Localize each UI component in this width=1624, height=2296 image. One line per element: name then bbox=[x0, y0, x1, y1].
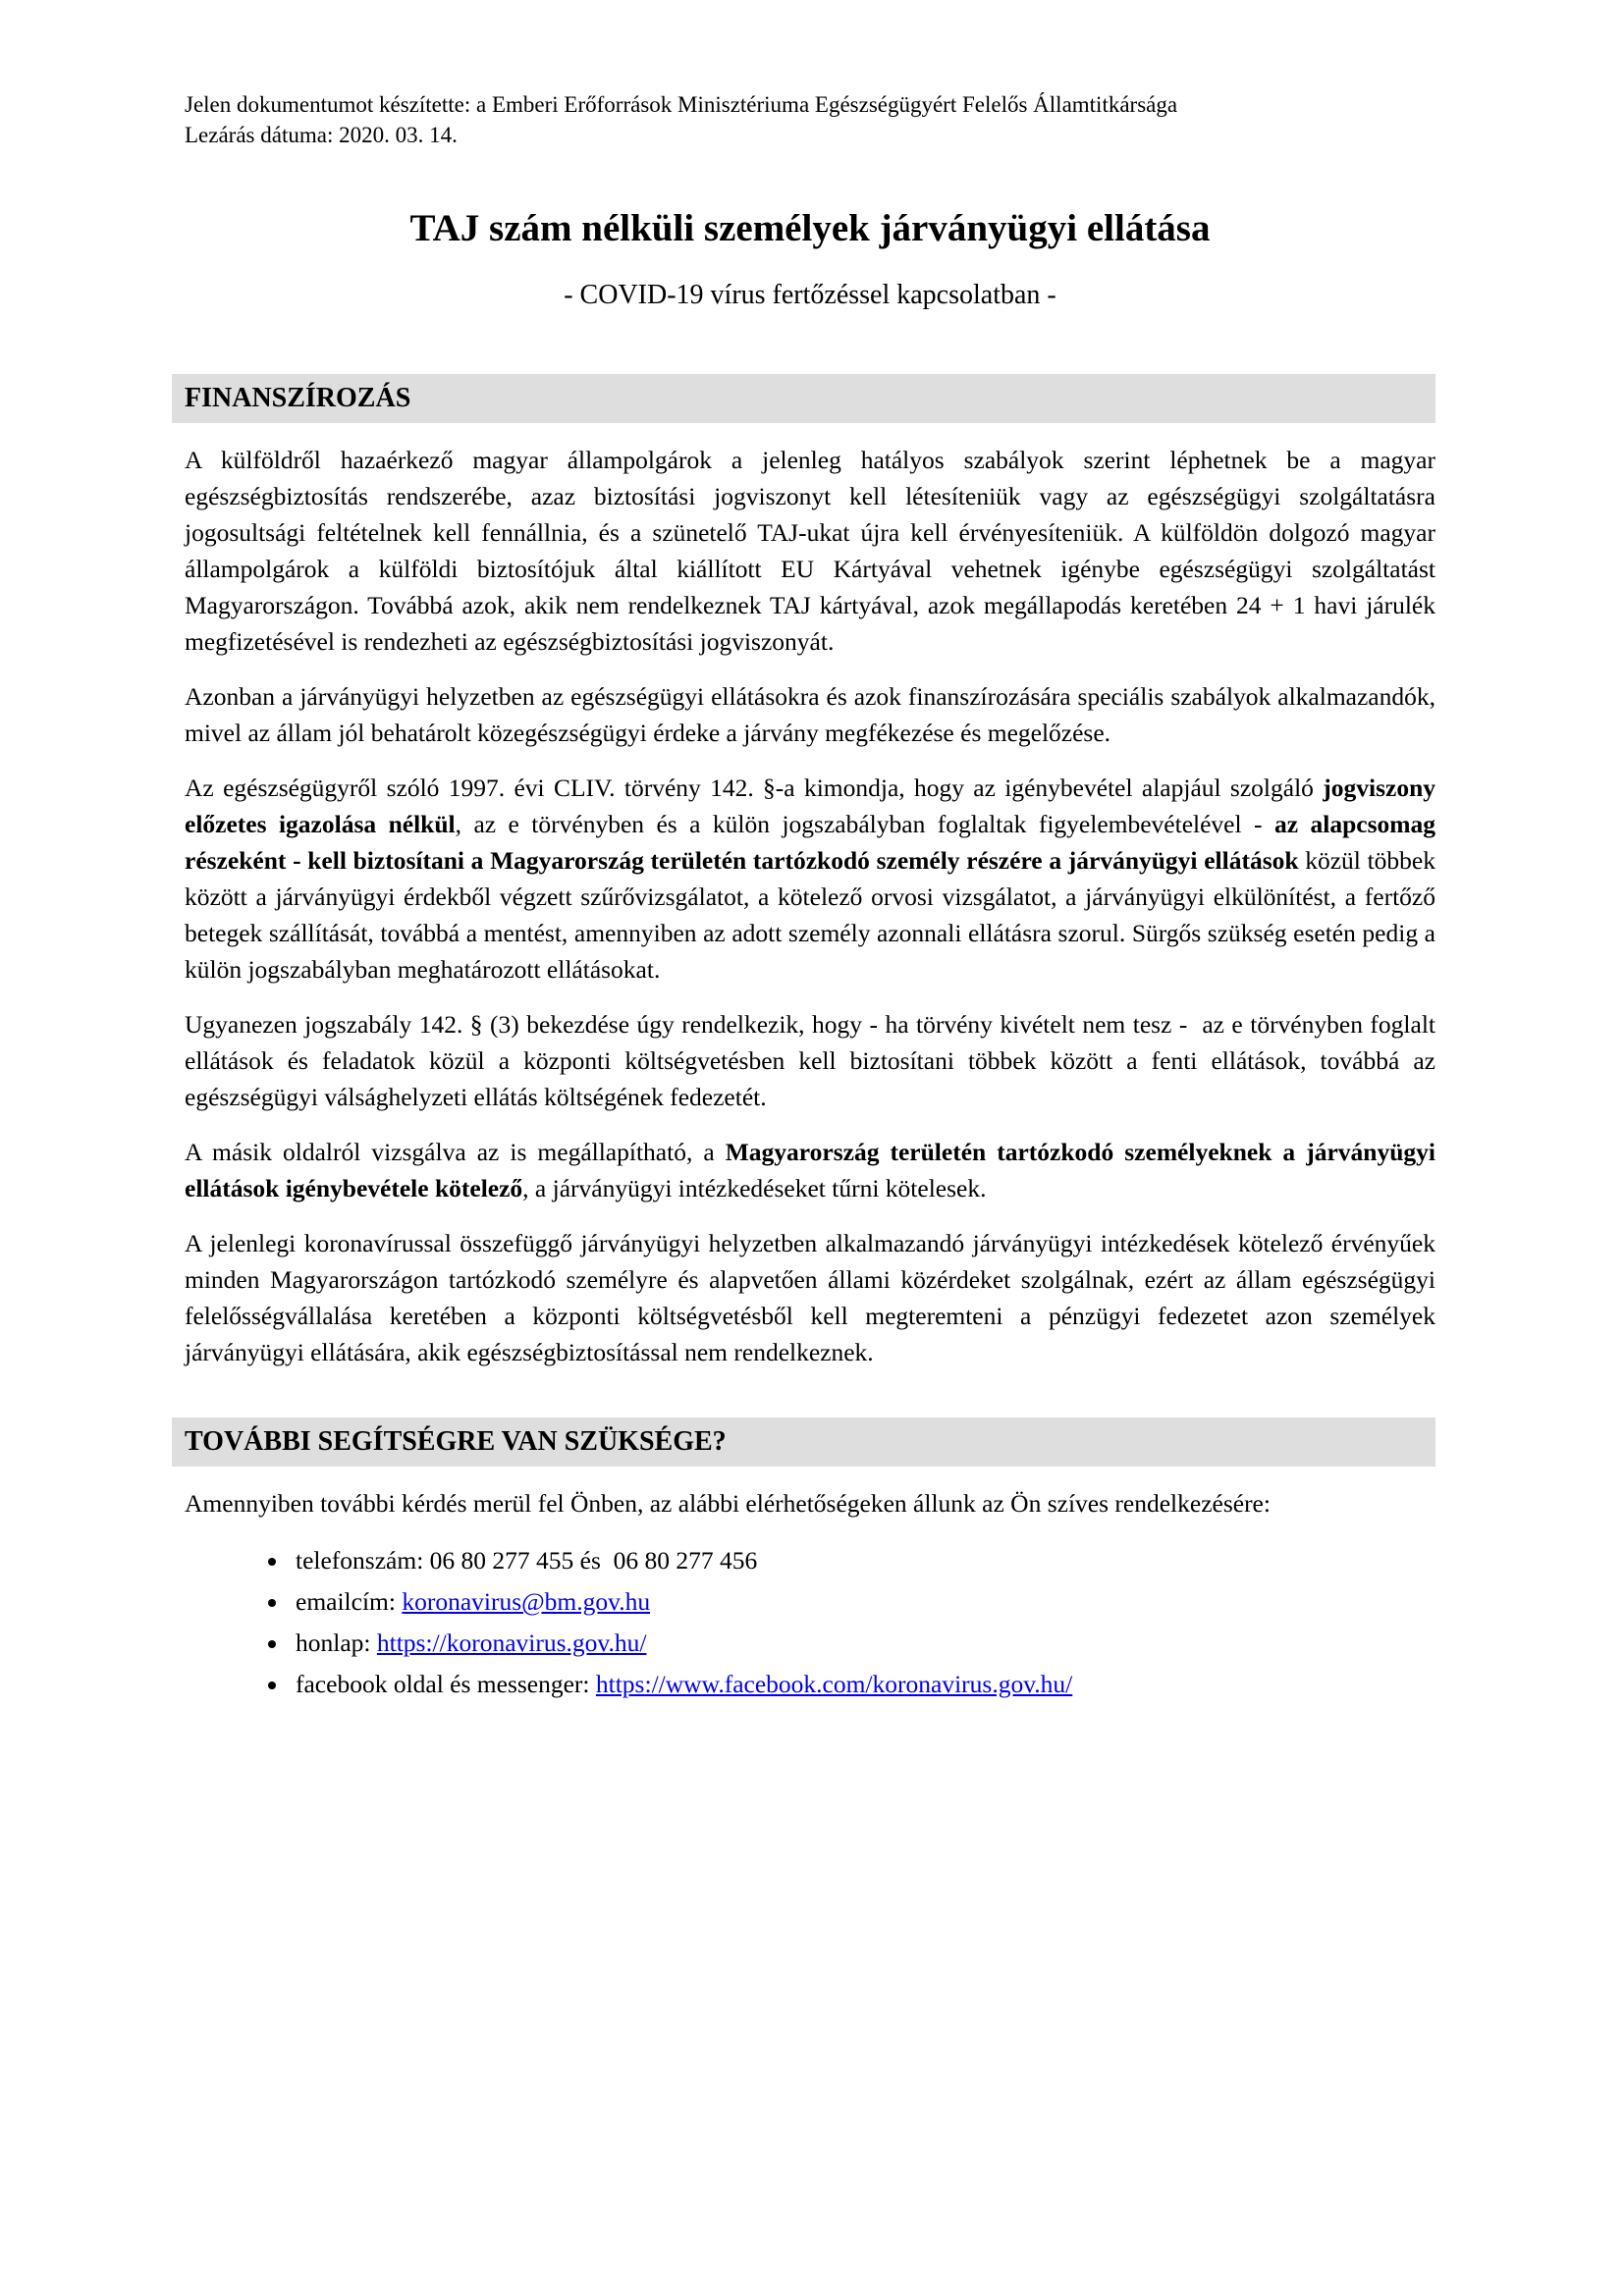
text-run: Ugyanezen jogszabály 142. § (3) bekezdése úgy rendelkezik, hogy - ha törvény kivételt nem tesz - az e törvényben foglalt ellátások és feladatok közül a központi költségvetésben kell biztosítani többek között a fenti ellátások, továbbá az egészségügyi válsághelyzeti ellátás költségének fedezetét. bbox=[185, 1010, 1435, 1111]
text-run: Azonban a járványügyi helyzetben az egészségügyi ellátásokra és azok finanszírozására speciális szabályok alkalmazandók, mivel az állam jól behatárolt közegészségügyi érdeke a járvány megfékezése és megelőzése. bbox=[185, 682, 1435, 747]
page-title: TAJ szám nélküli személyek járványügyi ellátása bbox=[409, 207, 1211, 249]
text-run: A másik oldalról vizsgálva az is megállapítható, a bbox=[185, 1138, 726, 1166]
emphasis-text: az alapcsomag részeként - kell biztosítani a Magyarország területén tartózkodó személy részére a járványügyi ellátások bbox=[185, 810, 1436, 875]
contact-label-website: honlap: bbox=[296, 1629, 377, 1657]
contact-item-facebook bbox=[290, 1664, 1435, 1705]
contact-link-facebook[interactable]: https://www.facebook.com/koronavirus.gov.hu/ bbox=[595, 1670, 1073, 1698]
text-run: közül többek között a járványügyi érdekből végzett szűrővizsgálatot, a kötelező orvosi vizsgálatot, a járványügyi elkülönítést, a fertőző betegek szállítását, továbbá a mentést, amennyiben az adott személy azonnali ellátásra szorul. Sürgős szükség esetén pedig a külön jogszabályban meghatározott ellátásokat. bbox=[185, 846, 1435, 984]
paragraph bbox=[185, 678, 1435, 751]
paragraph bbox=[185, 1006, 1435, 1115]
text-run: Amennyiben további kérdés merül fel Önben, az alábbi elérhetőségeken állunk az Ön szíves rendelkezésére: bbox=[185, 1489, 1271, 1518]
contact-link-email[interactable]: koronavirus@bm.gov.hu bbox=[402, 1587, 651, 1616]
contact-link-website[interactable]: https://koronavirus.gov.hu/ bbox=[376, 1629, 647, 1657]
text-run: , a járványügyi intézkedéseket tűrni kötelesek. bbox=[522, 1174, 987, 1202]
page-subtitle: - COVID-19 vírus fertőzéssel kapcsolatban - bbox=[564, 280, 1056, 310]
section-heading-further-help: TOVÁBBI SEGÍTSÉGRE VAN SZÜKSÉGE? bbox=[172, 1417, 1435, 1467]
paragraph bbox=[185, 442, 1435, 660]
header-prepared-by: Jelen dokumentumot készítette: a Emberi Erőforrások Minisztériuma Egészségügyért Felelős Államtitkársága bbox=[185, 92, 1178, 117]
text-run: A jelenlegi koronavírussal összefüggő járványügyi helyzetben alkalmazandó járványügyi intézkedések kötelező érvényűek minden Magyarországon tartózkodó személyre és alapvetően állami közérdeket szolgálnak, ezért az állam egészségügyi felelősségvállalása keretében a központi költségvetésből kell megteremteni a pénzügyi fedezetet azon személyek járványügyi ellátására, akik egészségbiztosítással nem rendelkeznek. bbox=[185, 1229, 1435, 1366]
section-body-further-help bbox=[185, 1485, 1435, 1522]
contact-item-phone bbox=[290, 1540, 1435, 1581]
paragraph bbox=[185, 770, 1435, 988]
text-run: A külföldről hazaérkező magyar állampolgárok a jelenleg hatályos szabályok szerint léphetnek be a magyar egészségbiztosítás rendszerébe, azaz biztosítási jogviszonyt kell létesíteniük vagy az egészségügyi szolgáltatásra jogosultsági feltételnek kell fennállnia, és a szünetelő TAJ-ukat újra kell érvényesíteniük. A külföldön dolgozó magyar állampolgárok a külföldi biztosítójuk által kiállított EU Kártyával vehetnek igénybe egészségügyi szolgáltatást Magyarországon. Továbbá azok, akik nem rendelkeznek TAJ kártyával, azok megállapodás keretében 24 + 1 havi járulék megfizetésével is rendezheti az egészségbiztosítási jogviszonyát. bbox=[185, 446, 1435, 656]
text-run: , az e törvényben és a külön jogszabályban foglaltak figyelembevételével - bbox=[455, 810, 1274, 838]
paragraph bbox=[185, 1225, 1435, 1370]
section-body-financing bbox=[185, 442, 1435, 1370]
contact-item-website bbox=[290, 1623, 1435, 1664]
paragraph bbox=[185, 1134, 1435, 1206]
emphasis-text: Magyarország területén tartózkodó személyeknek a járványügyi ellátások igénybevétele kötelező bbox=[185, 1138, 1435, 1202]
section-further-help bbox=[185, 1417, 1435, 1705]
emphasis-text: jogviszony előzetes igazolása nélkül bbox=[185, 774, 1435, 838]
header-closing-date: Lezárás dátuma: 2020. 03. 14. bbox=[185, 123, 458, 147]
section-heading-financing: FINANSZÍROZÁS bbox=[172, 374, 1435, 423]
contact-label-phone: telefonszám: 06 80 277 455 és 06 80 277 456 bbox=[296, 1546, 758, 1575]
paragraph bbox=[185, 1485, 1435, 1522]
contact-label-facebook: facebook oldal és messenger: bbox=[296, 1670, 596, 1698]
contact-item-email bbox=[290, 1581, 1435, 1623]
document-header bbox=[185, 0, 1435, 150]
section-financing bbox=[185, 374, 1435, 1370]
contact-label-email: emailcím: bbox=[296, 1587, 403, 1616]
contact-list bbox=[185, 1540, 1435, 1705]
text-run: Az egészségügyről szóló 1997. évi CLIV. törvény 142. §-a kimondja, hogy az igénybevétel alapjául szolgáló bbox=[185, 774, 1324, 802]
